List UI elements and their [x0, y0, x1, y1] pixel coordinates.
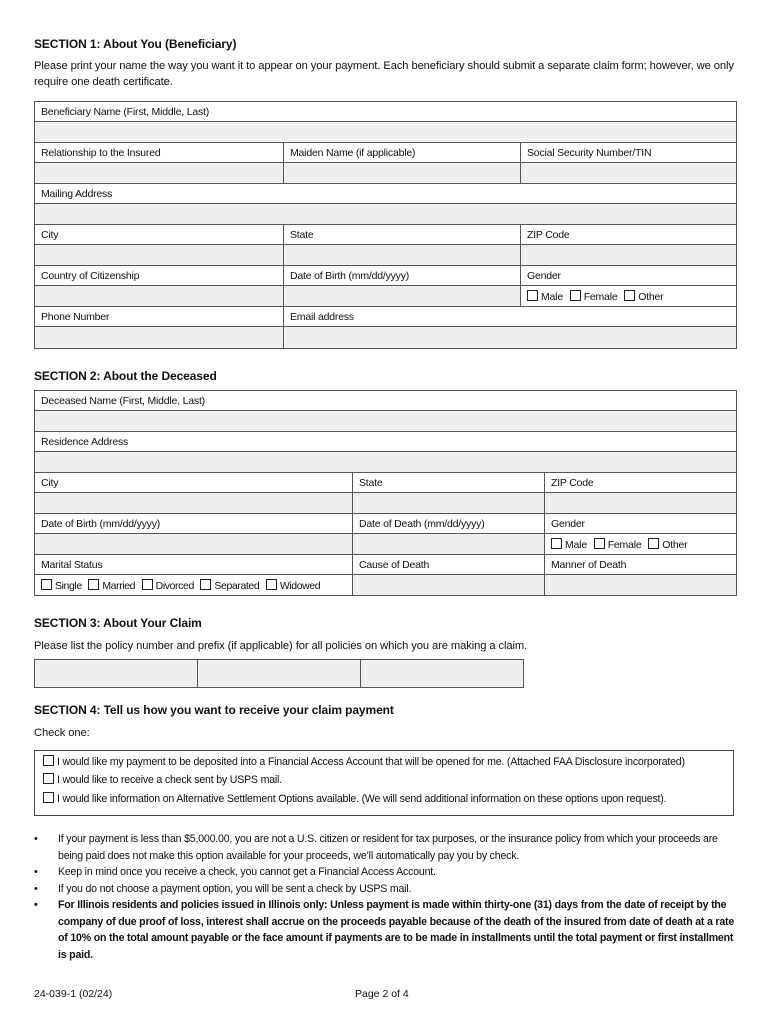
policy-number-input-1[interactable]	[35, 660, 198, 688]
country-input[interactable]	[35, 286, 284, 307]
gender-other-checkbox[interactable]	[624, 290, 635, 301]
email-input[interactable]	[284, 327, 737, 349]
beneficiary-name-label: Beneficiary Name (First, Middle, Last)	[35, 102, 737, 122]
deceased-city-input[interactable]	[35, 493, 353, 514]
cause-input[interactable]	[353, 575, 545, 596]
marital-divorced-label: Divorced	[155, 579, 194, 592]
deceased-gender-male-checkbox[interactable]	[551, 538, 562, 549]
deceased-table	[34, 390, 737, 596]
manner-input[interactable]	[545, 575, 737, 596]
page-number: Page 2 of 4	[355, 988, 409, 1000]
marital-widowed-checkbox[interactable]	[266, 579, 277, 590]
form-number: 24-039-1 (02/24)	[34, 988, 113, 1000]
state-input[interactable]	[284, 245, 521, 266]
section3-title: SECTION 3: About Your Claim	[34, 616, 202, 630]
deceased-gender-male-label: Male	[565, 538, 587, 551]
ssn-label: Social Security Number/TIN	[521, 143, 737, 163]
deceased-gender-options	[545, 534, 737, 555]
deceased-dob-label: Date of Birth (mm/dd/yyyy)	[35, 514, 353, 534]
section3-intro: Please list the policy number and prefix (if applicable) for all policies on which you are making a claim.	[34, 640, 528, 652]
relationship-label: Relationship to the Insured	[35, 143, 284, 163]
beneficiary-table	[34, 101, 737, 349]
beneficiary-name-input[interactable]	[35, 122, 737, 143]
section2-title: SECTION 2: About the Deceased	[34, 369, 217, 383]
section1-intro: Please print your name the way you want it to appear on your payment. Each beneficiary should submit a separate claim form; however, we only require one death certificate.	[34, 60, 734, 88]
marital-married-label: Married	[102, 579, 136, 592]
gender-female-checkbox[interactable]	[570, 290, 581, 301]
deceased-zip-label: ZIP Code	[545, 473, 737, 493]
marital-divorced-checkbox[interactable]	[142, 579, 153, 590]
alternative-checkbox[interactable]	[43, 792, 54, 803]
gender-male-label: Male	[541, 290, 563, 303]
payment-option-alternative	[43, 792, 666, 805]
dob-label: Date of Birth (mm/dd/yyyy)	[284, 266, 521, 286]
policy-number-input-2[interactable]	[198, 660, 361, 688]
gender-label: Gender	[521, 266, 737, 286]
residence-input[interactable]	[35, 452, 737, 473]
faa-checkbox[interactable]	[43, 755, 54, 766]
deceased-state-label: State	[353, 473, 545, 493]
gender-male-checkbox[interactable]	[527, 290, 538, 301]
deceased-gender-female-checkbox[interactable]	[594, 538, 605, 549]
gender-options	[521, 286, 737, 307]
phone-label: Phone Number	[35, 307, 284, 327]
mailing-address-input[interactable]	[35, 204, 737, 225]
state-label: State	[284, 225, 521, 245]
payment-notes-list	[34, 831, 738, 963]
list-item: • If your payment is less than $5,000.00, you are not a U.S. citizen or resident for tax purposes, or the insurance policy from which your proceeds are being paid does not make this option available for your proceeds, we’ll automatically pay you by check.	[34, 831, 738, 864]
deceased-dob-input[interactable]	[35, 534, 353, 555]
relationship-input[interactable]	[35, 163, 284, 184]
marital-single-label: Single	[55, 579, 82, 592]
list-item: • Keep in mind once you receive a check, you cannot get a Financial Access Account.	[34, 864, 738, 881]
cause-label: Cause of Death	[353, 555, 545, 575]
marital-single-checkbox[interactable]	[41, 579, 52, 590]
marital-label: Marital Status	[35, 555, 353, 575]
deceased-state-input[interactable]	[353, 493, 545, 514]
policy-number-input-3[interactable]	[361, 660, 524, 688]
section4-title: SECTION 4: Tell us how you want to receive your claim payment	[34, 703, 394, 717]
check-one-label: Check one:	[34, 727, 90, 739]
deceased-gender-female-label: Female	[607, 538, 642, 551]
section1-title: SECTION 1: About You (Beneficiary)	[34, 37, 237, 51]
dod-label: Date of Death (mm/dd/yyyy)	[353, 514, 545, 534]
deceased-gender-other-checkbox[interactable]	[648, 538, 659, 549]
deceased-name-label: Deceased Name (First, Middle, Last)	[35, 391, 737, 411]
maiden-name-label: Maiden Name (if applicable)	[284, 143, 521, 163]
check-checkbox[interactable]	[43, 773, 54, 784]
city-label: City	[35, 225, 284, 245]
city-input[interactable]	[35, 245, 284, 266]
list-item: • If you do not choose a payment option, you will be sent a check by USPS mail.	[34, 881, 738, 898]
dob-input[interactable]	[284, 286, 521, 307]
mailing-address-label: Mailing Address	[35, 184, 737, 204]
country-label: Country of Citizenship	[35, 266, 284, 286]
deceased-name-input[interactable]	[35, 411, 737, 432]
zip-label: ZIP Code	[521, 225, 737, 245]
payment-options-box	[34, 750, 734, 816]
payment-option-faa	[43, 755, 685, 768]
email-label: Email address	[284, 307, 737, 327]
list-item-illinois: • For Illinois residents and policies issued in Illinois only: Unless payment is made within thirty-one (31) days from the date of receipt by the company of due proof of loss, interest shall accrue on the proceeds payable because of the death of the insured from date of death at a rate of 10% on the total amount payable or the face amount if payments are to be made in installments until the total payment or first installment is paid.	[34, 897, 738, 963]
dod-input[interactable]	[353, 534, 545, 555]
policy-table	[34, 659, 524, 688]
ssn-input[interactable]	[521, 163, 737, 184]
deceased-city-label: City	[35, 473, 353, 493]
marital-married-checkbox[interactable]	[88, 579, 99, 590]
marital-widowed-label: Widowed	[279, 579, 321, 592]
alternative-label: I would like information on Alternative Settlement Options available. (We will send additional information on these options upon request).	[57, 793, 667, 805]
manner-label: Manner of Death	[545, 555, 737, 575]
gender-other-label: Other	[638, 290, 664, 303]
deceased-gender-label: Gender	[545, 514, 737, 534]
check-label: I would like to receive a check sent by USPS mail.	[57, 774, 282, 786]
deceased-zip-input[interactable]	[545, 493, 737, 514]
maiden-name-input[interactable]	[284, 163, 521, 184]
payment-option-check	[43, 773, 282, 786]
residence-label: Residence Address	[35, 432, 737, 452]
gender-female-label: Female	[583, 290, 618, 303]
marital-options	[35, 575, 353, 596]
deceased-gender-other-label: Other	[662, 538, 688, 551]
marital-separated-checkbox[interactable]	[200, 579, 211, 590]
marital-separated-label: Separated	[214, 579, 260, 592]
faa-label: I would like my payment to be deposited into a Financial Access Account that will be opened for me. (Attached FAA Disclosure incorporated)	[57, 756, 685, 768]
phone-input[interactable]	[35, 327, 284, 349]
zip-input[interactable]	[521, 245, 737, 266]
